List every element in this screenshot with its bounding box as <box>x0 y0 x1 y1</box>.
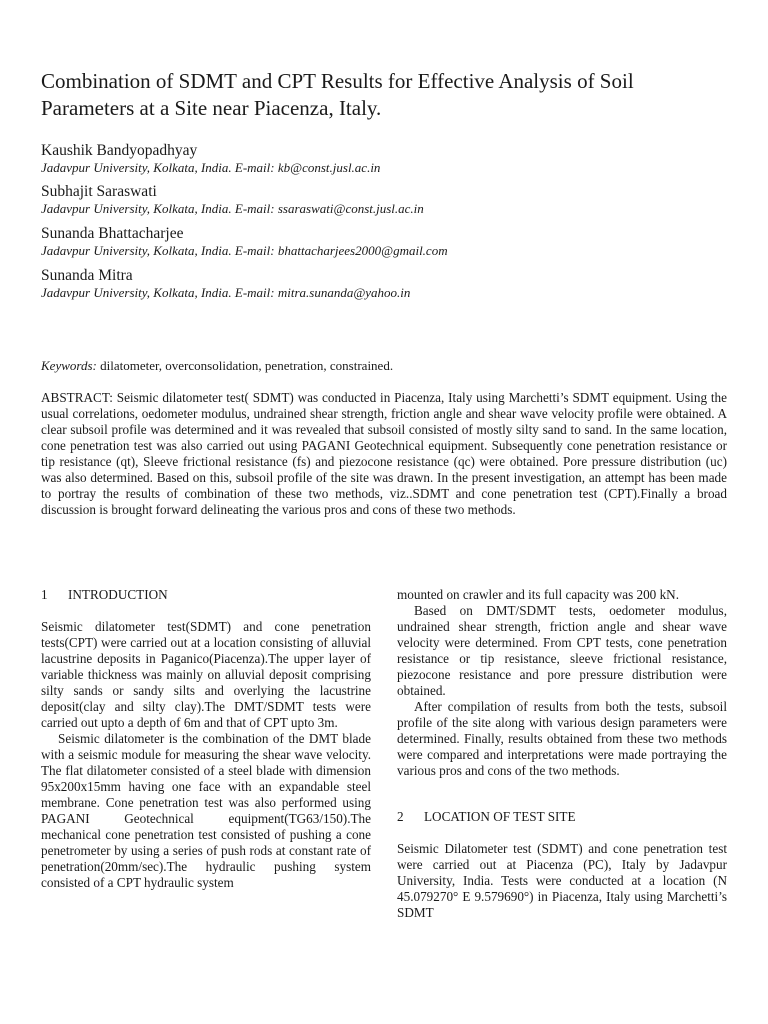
paragraph: After compilation of results from both the tests, subsoil profile of the site along with various design parameters were determined. Finally, results obtained from these two methods were compared and interpretations were made portraying the various pros and cons of the two methods. <box>397 699 727 778</box>
abstract: ABSTRACT: Seismic dilatometer test( SDMT) was conducted in Piacenza, Italy using Marchetti’s SDMT equipment. Using the usual correlations, oedometer modulus, undrained shear strength, friction angle and shear wave velocity profile were obtained. A clear subsoil profile was determined and it was revealed that subsoil consisted of mostly silty sand to sand. In the same location, cone penetration test was also carried out using PAGANI Geotechnical equipment. Subsequently cone penetration resistance or tip resistance (qt), Sleeve frictional resistance (fs) and piezocone resistance (qc) were obtained. Pore pressure distribution (uc) was also determined. Based on this, subsoil profile of the site was drawn. In the present investigation, an attempt has been made to portray the results of combination of these two methods, viz..SDMT and cone penetration test (CPT).Finally a broad discussion is brought forward delineating the various pros and cons of these two methods. <box>41 390 727 517</box>
paragraph: Based on DMT/SDMT tests, oedometer modulus, undrained shear strength, friction angle and shear wave velocity were determined. From CPT tests, cone penetration resistance or tip resistance, sleeve frictional resistance, piezocone resistance and pore pressure distribution were obtained. <box>397 603 727 698</box>
author-block <box>41 267 731 301</box>
section-heading-location <box>397 809 727 825</box>
author-affiliation: Jadavpur University, Kolkata, India. E-mail: bhattacharjees2000@gmail.com <box>41 243 448 258</box>
author-affiliation: Jadavpur University, Kolkata, India. E-mail: ssaraswati@const.jusl.ac.in <box>41 201 424 216</box>
section-title: INTRODUCTION <box>68 587 168 602</box>
right-column <box>397 587 727 921</box>
author-name: Subhajit Saraswati <box>41 183 157 200</box>
paragraph: Seismic dilatometer is the combination of the DMT blade with a seismic module for measuring the shear wave velocity. The flat dilatometer consisted of a steel blade with dimension 95x200x15mm having one face with an expandable steel membrane. Cone penetration test was also performed using PAGANI Geotechnical equipment(TG63/150).The mechanical cone penetration test consisted of pushing a cone penetrometer by using a series of push rods at constant rate of penetration(20mm/sec).The hydraulic pushing system consisted of a CPT hydraulic system <box>41 731 371 890</box>
author-name: Kaushik Bandyopadhyay <box>41 142 198 159</box>
author-block <box>41 183 731 217</box>
keywords-text: dilatometer, overconsolidation, penetration, constrained. <box>96 358 394 373</box>
section-number: 1 <box>41 587 48 602</box>
author-block <box>41 225 731 259</box>
author-block <box>41 142 731 176</box>
section-heading-introduction <box>41 587 371 603</box>
author-affiliation: Jadavpur University, Kolkata, India. E-mail: kb@const.jusl.ac.in <box>41 160 381 175</box>
keywords <box>41 358 393 374</box>
section-title: LOCATION OF TEST SITE <box>424 809 576 824</box>
paragraph: Seismic dilatometer test(SDMT) and cone penetration tests(CPT) were carried out at a location consisting of alluvial lacustrine deposits in Paganico(Piacenza).The upper layer of variable thickness was mainly on alluvial deposit comprising silty sands or sandy silts and overlying the lacustrine deposit(clay and silty clay).The DMT/SDMT tests were carried out upto a depth of 6m and that of CPT upto 3m. <box>41 619 371 730</box>
paper-title: Combination of SDMT and CPT Results for Effective Analysis of Soil Parameters at a Site near Piacenza, Italy. <box>41 69 634 120</box>
author-affiliation: Jadavpur University, Kolkata, India. E-mail: mitra.sunanda@yahoo.in <box>41 285 411 300</box>
keywords-label: Keywords: <box>41 358 97 373</box>
author-name: Sunanda Bhattacharjee <box>41 225 184 242</box>
left-column <box>41 587 371 891</box>
paragraph: Seismic Dilatometer test (SDMT) and cone penetration test were carried out at Piacenza (PC), Italy by Jadavpur University, India. Tests were conducted at a location (N 45.079270° E 9.579690°) in Piacenza, Italy using Marchetti’s SDMT <box>397 841 727 920</box>
paragraph: mounted on crawler and its full capacity was 200 kN. <box>397 587 679 602</box>
section-number: 2 <box>397 809 404 824</box>
author-name: Sunanda Mitra <box>41 267 133 284</box>
